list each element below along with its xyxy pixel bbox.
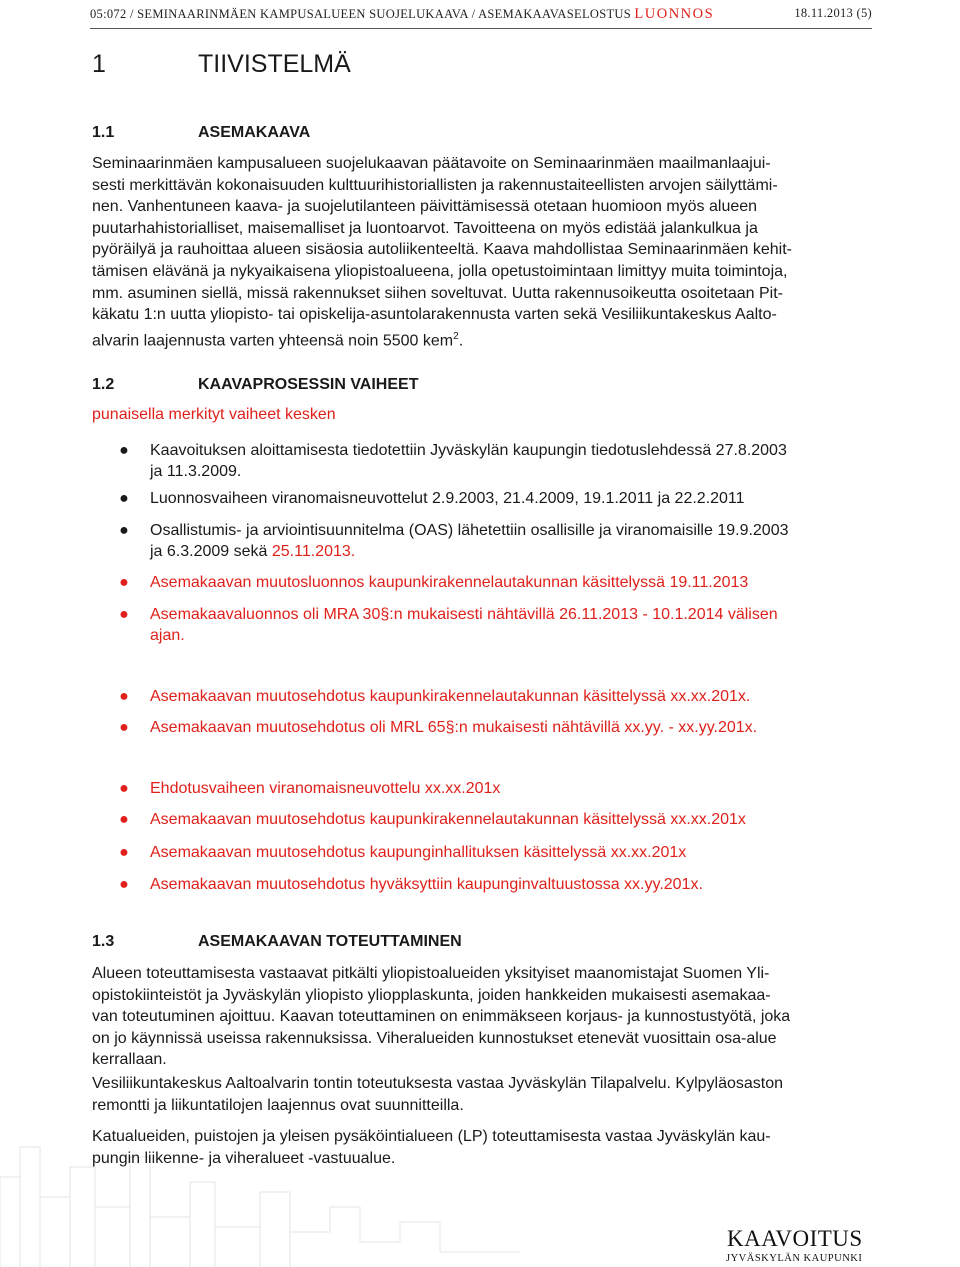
chapter-title: TIIVISTELMÄ xyxy=(198,50,351,78)
superscript: 2 xyxy=(453,330,459,342)
item-text: Luonnosvaiheen viranomaisneuvottelut 2.9.2003, 21.4.2009, 19.1.2011 ja 22.2.2011 xyxy=(150,490,745,507)
text-line: van toteutuminen ajoittuu. Kaavan toteuttaminen on enimmäkseen korjaus- ja kunnostustyötä, joka xyxy=(92,1008,791,1026)
item-text: Kaavoituksen aloittamisesta tiedotettiin Jyväskylän kaupungin tiedotuslehdessä 27.8.2003 xyxy=(150,442,787,459)
last-line-text: alvarin laajennusta varten yhteensä noin 5500 kem xyxy=(92,332,454,350)
item-text: Ehdotusvaiheen viranomaisneuvottelu xx.xx.201x xyxy=(150,780,501,797)
text-line: Vesiliikuntakeskus Aaltoalvarin tontin toteutuksesta vastaa Jyväskylän Tilapalvelu. Kylpyläosaston xyxy=(92,1075,784,1092)
item-text-red: 25.11.2013. xyxy=(271,543,356,560)
section-1-3-paragraph-2 xyxy=(92,1073,870,1116)
kaavoitus-logo: KAAVOITUS xyxy=(727,1226,863,1251)
text-line: on jo käynnissä useissa rakennuksissa. Viheralueiden kunnostukset etenevät vuosittain osa-alue xyxy=(92,1029,777,1047)
item-text: Asemakaavan muutosehdotus hyväksyttiin kaupunginvaltuustossa xx.yy.201x. xyxy=(150,876,703,893)
section-number: 1.1 xyxy=(92,124,115,141)
item-text: Asemakaavan muutosehdotus kaupunginhallituksen käsittelyssä xx.xx.201x xyxy=(150,844,687,861)
last-line-end: . xyxy=(458,332,464,350)
bullet-icon: ● xyxy=(119,442,129,459)
bullet-icon: ● xyxy=(119,606,129,623)
bullet-icon: ● xyxy=(119,522,129,539)
section-number: 1.2 xyxy=(92,376,115,393)
text-line: remontti ja liikuntatilojen laajennus ovat suunnitteilla. xyxy=(92,1096,464,1114)
text-line: tämisen elävänä ja nykyaikaisena yliopistoalueena, jolla opetustoimintaan limittyy muita toimintoja, xyxy=(92,262,788,280)
item-text: Asemakaavan muutosehdotus oli MRL 65§:n mukaisesti nähtävillä xx.yy. - xx.yy.201x. xyxy=(150,719,758,736)
item-text-cont xyxy=(150,541,870,562)
section-1-1-paragraph xyxy=(92,153,870,352)
bullet-icon: ● xyxy=(119,811,129,828)
bullet-icon: ● xyxy=(119,490,129,507)
item-text: Asemakaavan muutosehdotus kaupunkirakennelautakunnan käsittelyssä xx.xx.201x. xyxy=(150,688,751,705)
bullet-icon: ● xyxy=(119,688,129,705)
section-heading-1-2 xyxy=(92,376,418,394)
header-path-text: 05:072 / SEMINAARINMÄEN KAMPUSALUEEN SUOJELUKAAVA / ASEMAKAAVASELOSTUS xyxy=(90,7,635,21)
text-line: mm. asuminen siellä, missä rakennukset siihen soveltuvat. Uutta rakennusoikeutta osoitetaan Pit- xyxy=(92,284,784,302)
item-text-cont: ajan. xyxy=(150,627,185,644)
draft-label: LUONNOS xyxy=(634,6,715,22)
text-line: kerrallaan. xyxy=(92,1051,167,1069)
text-line: käkatu 1:n uutta yliopisto- tai opiskelija-asuntolarakennusta varten sekä Vesiliikuntakeskus Aalto- xyxy=(92,306,777,324)
page-header xyxy=(90,6,872,26)
item-text: Asemakaavan muutosehdotus kaupunkirakennelautakunnan käsittelyssä xx.xx.201x xyxy=(150,811,746,828)
section-number: 1.3 xyxy=(92,933,115,950)
section-1-3-paragraph-3 xyxy=(92,1126,870,1169)
bullet-icon: ● xyxy=(119,719,129,736)
section-heading-1-3 xyxy=(92,933,462,951)
text-line: opistokiinteistöt ja Jyväskylän yliopisto yliopplaskunta, joiden hankkeiden mukaisesti asemakaa- xyxy=(92,986,771,1004)
chapter-heading xyxy=(92,50,351,79)
text-line: Seminaarinmäen kampusalueen suojelukaavan päätavoite on Seminaarinmäen maailmanlaajui- xyxy=(92,155,771,172)
organization-name: JYVÄSKYLÄN KAUPUNKI xyxy=(726,1253,863,1264)
section-subtitle: punaisella merkityt vaiheet kesken xyxy=(92,406,336,423)
chapter-number: 1 xyxy=(92,50,106,78)
section-1-3-paragraph-1 xyxy=(92,963,870,1071)
item-text: Asemakaavaluonnos oli MRA 30§:n mukaisesti nähtävillä 26.11.2013 - 10.1.2014 välisen xyxy=(150,606,778,623)
text-line xyxy=(92,326,870,352)
text-line: sesti merkittävän kokonaisuuden kulttuurihistoriallisten ja rakennustaiteellisten arvojen säilyttämi- xyxy=(92,176,778,194)
text-line: nen. Vanhentuneen kaava- ja suojelutilanteen päivittämisessä otetaan huomioon myös alueen xyxy=(92,198,758,216)
text-line: Alueen toteuttamisesta vastaavat pitkälti yliopistoalueiden yksityiset maanomistajat Suomen Yli- xyxy=(92,965,770,982)
bullet-icon: ● xyxy=(119,844,129,861)
text-line: Katualueiden, puistojen ja yleisen pysäköintialueen (LP) toteuttamisesta vastaa Jyväskylän kau- xyxy=(92,1128,771,1145)
bullet-icon: ● xyxy=(119,876,129,893)
section-title: ASEMAKAAVA xyxy=(198,124,311,141)
header-document-path xyxy=(90,6,714,23)
text-line: pungin liikenne- ja viheralueet -vastuualue. xyxy=(92,1149,396,1167)
bullet-icon: ● xyxy=(119,574,129,591)
item-text: Asemakaavan muutosluonnos kaupunkirakennelautakunnan käsittelyssä 19.11.2013 xyxy=(150,574,749,591)
item-text-black: ja 6.3.2009 sekä xyxy=(150,543,272,560)
text-line: puutarhahistorialliset, maisemalliset ja luontoarvot. Tavoitteena on myös edistää jalankulkua ja xyxy=(92,219,758,237)
header-divider xyxy=(90,28,872,29)
bullet-icon: ● xyxy=(119,780,129,797)
text-line: pyöräilyä ja rauhoittaa alueen sisäosia autoliikenteeltä. Kaava mahdollistaa Seminaarinmäen kehit- xyxy=(92,241,792,259)
item-text-cont: ja 11.3.2009. xyxy=(150,463,242,480)
header-date-page: 18.11.2013 (5) xyxy=(794,6,872,20)
section-title: KAAVAPROSESSIN VAIHEET xyxy=(198,376,419,393)
section-heading-1-1 xyxy=(92,124,310,142)
item-text: Osallistumis- ja arviointisuunnitelma (OAS) lähetettiin osallisille ja viranomaisille 19.9.2003 xyxy=(150,522,789,539)
section-title: ASEMAKAAVAN TOTEUTTAMINEN xyxy=(198,933,462,950)
